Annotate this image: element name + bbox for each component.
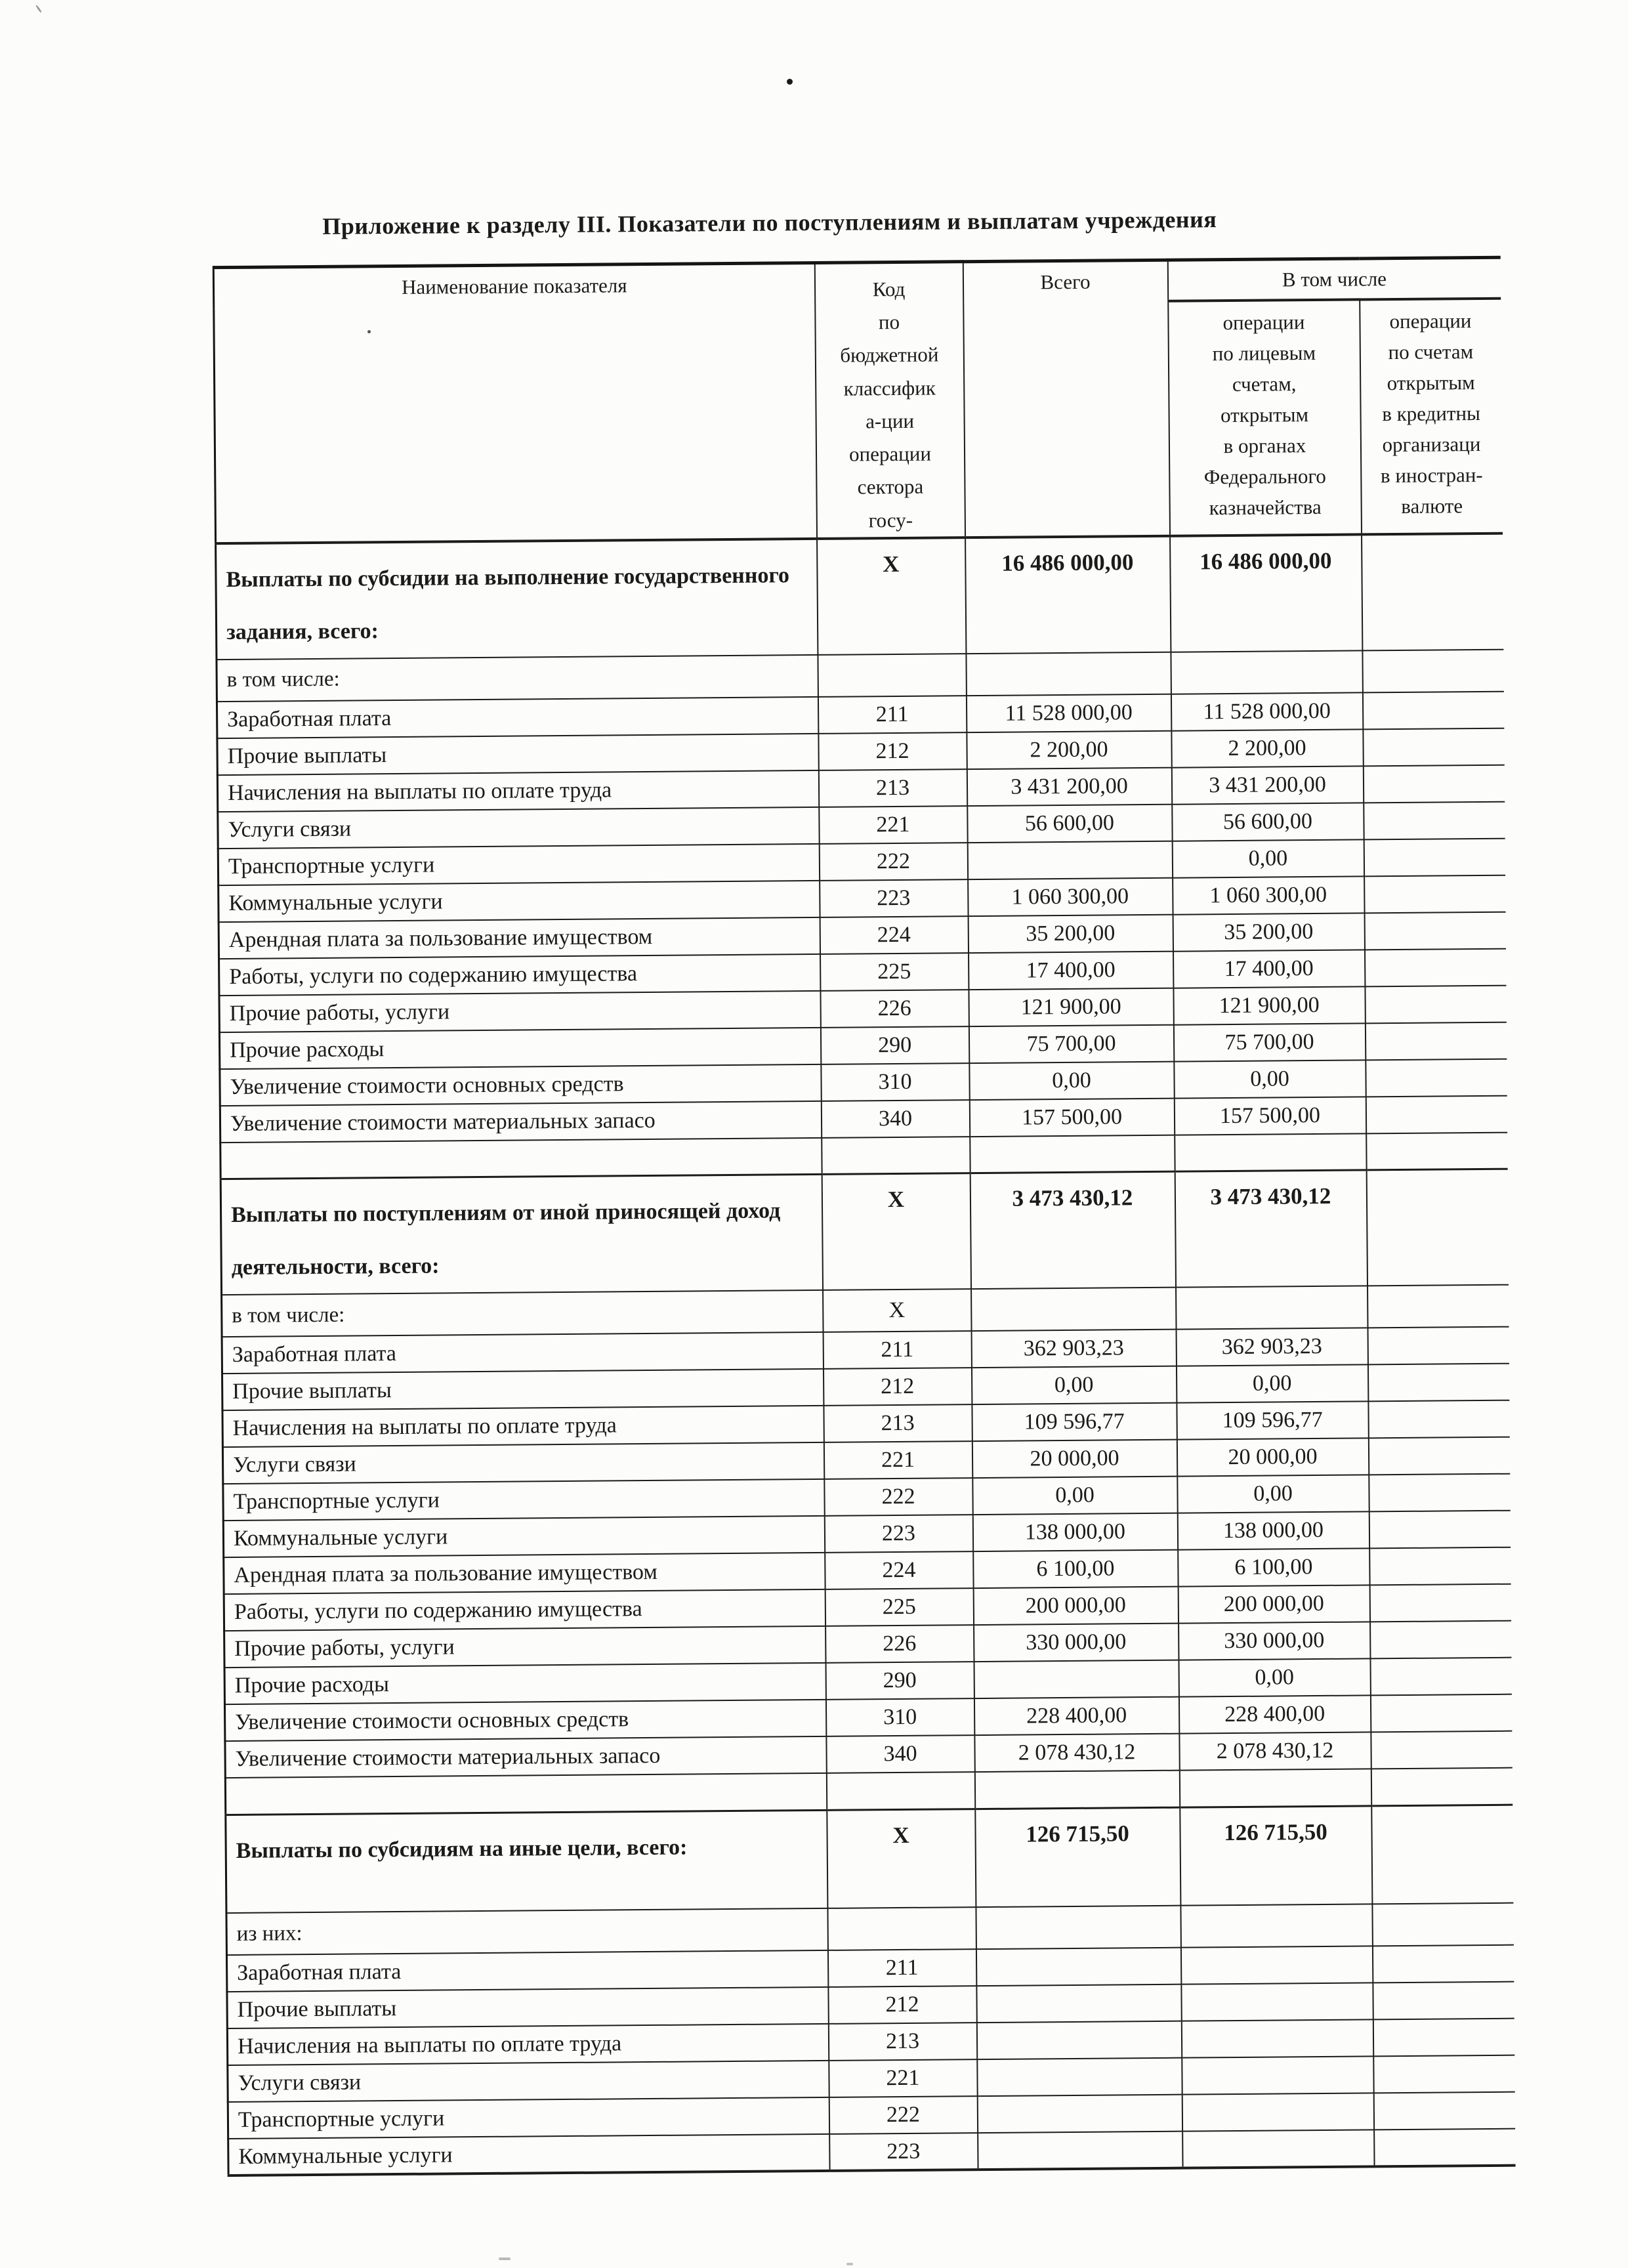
total-cell: 0,00 [972, 1477, 1177, 1515]
total-cell: 56 600,00 [967, 804, 1172, 842]
treasury-accounts-cell: 138 000,00 [1177, 1512, 1369, 1550]
treasury-accounts-cell: 0,00 [1176, 1365, 1367, 1403]
bank-accounts-cell [1362, 533, 1503, 650]
bank-accounts-cell [1364, 838, 1505, 876]
indicator-name-cell: Коммунальные услуги [228, 2134, 829, 2175]
budget-code-cell: 223 [820, 879, 968, 917]
budget-code-cell: 222 [819, 843, 967, 881]
total-cell: 200 000,00 [973, 1587, 1178, 1625]
indicator-name-cell: Прочие выплаты [217, 734, 818, 775]
total-cell: 3 473 430,12 [970, 1171, 1175, 1289]
treasury-accounts-cell [1176, 1286, 1367, 1330]
bank-accounts-cell [1373, 2055, 1514, 2093]
treasury-accounts-cell: 3 431 200,00 [1171, 766, 1363, 804]
treasury-accounts-cell [1181, 1983, 1373, 2021]
budget-code-cell: 226 [825, 1625, 974, 1663]
indicator-name-cell: Прочие расходы [224, 1663, 825, 1704]
budget-code-cell: 310 [821, 1063, 969, 1101]
total-cell: 35 200,00 [968, 914, 1173, 952]
indicator-name-cell: Выплаты по субсидиям на иные цели, всего: [226, 1810, 827, 1913]
total-cell: 109 596,77 [972, 1403, 1177, 1441]
budget-code-cell [818, 654, 966, 697]
bank-accounts-cell [1363, 765, 1504, 803]
indicator-name-cell: Транспортные услуги [218, 844, 819, 885]
treasury-accounts-cell: 3 473 430,12 [1175, 1170, 1367, 1288]
treasury-accounts-cell: 362 903,23 [1176, 1328, 1367, 1366]
bank-accounts-cell [1365, 985, 1506, 1023]
indicator-name-cell: Услуги связи [228, 2061, 829, 2102]
table-row [226, 1805, 1513, 1913]
budget-code-cell: 211 [818, 696, 966, 734]
total-cell: 2 200,00 [967, 730, 1171, 768]
treasury-accounts-cell: 11 528 000,00 [1171, 692, 1362, 730]
budget-code-cell: 310 [825, 1698, 974, 1736]
table-row [216, 533, 1503, 659]
bank-accounts-cell [1371, 1731, 1512, 1769]
total-cell: 1 060 300,00 [968, 877, 1173, 915]
budget-code-cell: 213 [824, 1404, 972, 1442]
treasury-accounts-cell: 35 200,00 [1173, 913, 1364, 951]
bank-accounts-cell [1367, 1327, 1509, 1365]
total-cell [976, 1984, 1181, 2023]
treasury-accounts-cell: 6 100,00 [1178, 1549, 1369, 1587]
total-cell [977, 2058, 1182, 2096]
treasury-accounts-cell: 228 400,00 [1179, 1696, 1370, 1734]
indicator-name-cell: из них: [226, 1908, 827, 1955]
total-cell: 0,00 [969, 1061, 1174, 1099]
header-treasury-accounts: операции по лицевым счетам, открытым в органах Федерального казначейства [1168, 299, 1362, 536]
budget-code-cell: 222 [824, 1478, 972, 1516]
header-budget-code: Код по бюджетной классифик а-ции операции сектора госу- [814, 262, 965, 539]
total-cell [970, 1135, 1175, 1173]
header-including: В том числе [1167, 257, 1500, 301]
treasury-accounts-cell [1180, 1946, 1372, 1984]
bank-accounts-cell [1362, 649, 1504, 692]
budget-code-cell: 212 [823, 1368, 971, 1406]
treasury-accounts-cell: 330 000,00 [1179, 1622, 1370, 1660]
bank-accounts-cell [1369, 1547, 1511, 1586]
indicator-name-cell: Прочие работы, услуги [224, 1626, 825, 1668]
total-cell: 2 078 430,12 [974, 1734, 1179, 1772]
total-cell [967, 841, 1172, 879]
header-bank-accounts: операции по счетам открытым в кредитны организаци в иностран- валюте [1360, 299, 1503, 535]
treasury-accounts-cell [1182, 2057, 1373, 2095]
budget-code-cell: X [827, 1809, 976, 1908]
budget-code-cell: X [823, 1289, 971, 1332]
total-cell: 16 486 000,00 [965, 536, 1171, 653]
header-indicator-name: Наименование показателя [213, 262, 816, 543]
indicator-name-cell: Заработная плата [217, 697, 818, 738]
budget-indicators-table [213, 256, 1515, 2177]
budget-code-cell: 224 [825, 1551, 973, 1589]
bank-accounts-cell [1369, 1474, 1510, 1512]
total-cell [977, 2095, 1182, 2133]
budget-code-cell: 211 [827, 1949, 976, 1987]
treasury-accounts-cell: 0,00 [1179, 1659, 1370, 1697]
treasury-accounts-cell: 1 060 300,00 [1173, 876, 1364, 914]
indicator-name-cell: Прочие расходы [219, 1028, 820, 1069]
treasury-accounts-cell [1175, 1133, 1366, 1171]
bank-accounts-cell [1366, 1132, 1507, 1170]
treasury-accounts-cell: 0,00 [1172, 839, 1364, 877]
budget-code-cell [826, 1772, 974, 1810]
treasury-accounts-cell [1180, 1904, 1372, 1948]
budget-code-cell: 221 [824, 1441, 972, 1479]
bank-accounts-cell [1373, 1982, 1514, 2020]
bank-accounts-cell [1373, 2019, 1514, 2057]
bank-accounts-cell [1367, 1364, 1509, 1402]
treasury-accounts-cell: 126 715,50 [1180, 1806, 1372, 1906]
bank-accounts-cell [1370, 1621, 1511, 1659]
treasury-accounts-cell: 200 000,00 [1178, 1586, 1369, 1624]
total-cell [974, 1771, 1179, 1809]
bank-accounts-cell [1369, 1584, 1511, 1622]
indicator-name-cell: в том числе: [222, 1290, 823, 1337]
treasury-accounts-cell [1181, 2020, 1373, 2058]
total-cell: 11 528 000,00 [966, 694, 1171, 732]
bank-accounts-cell [1365, 1022, 1506, 1060]
indicator-name-cell: Заработная плата [222, 1332, 823, 1374]
indicator-name-cell: Транспортные услуги [223, 1479, 824, 1521]
budget-code-cell: 222 [829, 2096, 977, 2134]
budget-code-cell: 340 [826, 1735, 974, 1773]
budget-code-cell: 223 [824, 1515, 972, 1553]
bank-accounts-cell [1374, 2129, 1515, 2167]
indicator-name-cell: в том числе: [217, 655, 818, 702]
indicator-name-cell [220, 1138, 822, 1179]
total-cell [966, 652, 1171, 695]
budget-code-cell: 221 [829, 2059, 977, 2097]
bank-accounts-cell [1366, 1095, 1507, 1133]
bank-accounts-cell [1371, 1805, 1513, 1904]
total-cell [978, 2132, 1182, 2170]
total-cell: 20 000,00 [972, 1440, 1177, 1478]
bank-accounts-cell [1369, 1511, 1510, 1549]
total-cell: 126 715,50 [975, 1807, 1180, 1907]
indicator-name-cell: Выплаты по поступлениям от иной приносящей доход деятельности, всего: [220, 1175, 822, 1295]
indicator-name-cell: Услуги связи [222, 1442, 824, 1484]
treasury-accounts-cell [1182, 2130, 1374, 2168]
indicator-name-cell: Увеличение стоимости материальных запасо [225, 1736, 826, 1778]
treasury-accounts-cell: 0,00 [1174, 1060, 1366, 1098]
total-cell: 17 400,00 [969, 951, 1173, 989]
total-cell [976, 1906, 1180, 1949]
total-cell: 157 500,00 [969, 1098, 1174, 1136]
budget-code-cell: 226 [820, 990, 969, 1028]
indicator-name-cell: Увеличение стоимости материальных запасо [220, 1101, 821, 1143]
bank-accounts-cell [1373, 2092, 1514, 2130]
indicator-name-cell: Арендная плата за пользование имуществом [219, 917, 820, 959]
indicator-name-cell: Транспортные услуги [228, 2097, 829, 2139]
header-total: Всего [963, 260, 1169, 537]
total-cell: 138 000,00 [972, 1513, 1177, 1551]
indicator-name-cell: Коммунальные услуги [219, 881, 820, 922]
indicator-name-cell: Прочие выплаты [227, 1987, 828, 2028]
table-body [216, 533, 1515, 2175]
total-cell: 6 100,00 [973, 1550, 1178, 1588]
bank-accounts-cell [1366, 1169, 1508, 1286]
bank-accounts-cell [1372, 1945, 1513, 1983]
indicator-name-cell: Начисления на выплаты по оплате труда [222, 1406, 824, 1447]
bank-accounts-cell [1370, 1658, 1511, 1696]
treasury-accounts-cell: 2 200,00 [1171, 729, 1363, 767]
treasury-accounts-cell: 109 596,77 [1177, 1402, 1368, 1440]
total-cell: 0,00 [971, 1366, 1176, 1404]
bank-accounts-cell [1368, 1400, 1509, 1438]
total-cell [976, 2021, 1181, 2059]
treasury-accounts-cell: 17 400,00 [1173, 950, 1365, 988]
bank-accounts-cell [1363, 728, 1504, 766]
table-header [213, 257, 1502, 543]
indicator-name-cell: Начисления на выплаты по оплате труда [217, 770, 818, 812]
indicator-name-cell: Арендная плата за пользование имуществом [224, 1553, 825, 1594]
total-cell: 3 431 200,00 [967, 767, 1171, 805]
treasury-accounts-cell: 16 486 000,00 [1170, 534, 1362, 652]
indicator-name-cell: Коммунальные услуги [223, 1516, 824, 1557]
budget-code-cell: 213 [828, 2023, 976, 2061]
bank-accounts-cell [1371, 1768, 1512, 1806]
budget-code-cell: 212 [828, 1986, 976, 2024]
total-cell [974, 1660, 1179, 1698]
treasury-accounts-cell: 20 000,00 [1177, 1438, 1368, 1477]
budget-code-cell: X [822, 1173, 971, 1290]
bank-accounts-cell [1366, 1059, 1507, 1097]
bank-accounts-cell [1364, 801, 1505, 839]
indicator-name-cell: Работы, услуги по содержанию имущества [219, 954, 820, 996]
bank-accounts-cell [1362, 691, 1503, 729]
total-cell: 75 700,00 [969, 1024, 1173, 1062]
bank-accounts-cell [1368, 1437, 1509, 1475]
budget-code-cell: 225 [820, 953, 969, 991]
total-cell: 228 400,00 [974, 1697, 1179, 1735]
treasury-accounts-cell [1179, 1769, 1371, 1807]
budget-code-cell [827, 1907, 976, 1950]
treasury-accounts-cell [1171, 650, 1362, 694]
treasury-accounts-cell: 0,00 [1177, 1475, 1369, 1513]
bank-accounts-cell [1370, 1694, 1511, 1732]
total-cell [971, 1288, 1176, 1331]
budget-code-cell: 224 [820, 916, 968, 954]
treasury-accounts-cell: 2 078 430,12 [1179, 1732, 1371, 1771]
treasury-accounts-cell: 157 500,00 [1174, 1097, 1366, 1135]
treasury-accounts-cell [1182, 2093, 1373, 2132]
indicator-name-cell: Услуги связи [218, 807, 819, 849]
budget-code-cell: 290 [820, 1026, 969, 1064]
treasury-accounts-cell: 121 900,00 [1173, 986, 1365, 1024]
budget-code-cell: 211 [823, 1331, 971, 1369]
budget-code-cell: 213 [818, 769, 967, 807]
bank-accounts-cell [1364, 875, 1505, 913]
indicator-name-cell: Начисления на выплаты по оплате труда [227, 2024, 828, 2065]
indicator-name-cell: Прочие выплаты [222, 1369, 824, 1410]
budget-code-cell: 212 [818, 732, 967, 770]
indicator-name-cell [225, 1773, 826, 1815]
bank-accounts-cell [1364, 912, 1505, 950]
bank-accounts-cell [1364, 948, 1505, 986]
indicator-name-cell: Работы, услуги по содержанию имущества [224, 1589, 825, 1631]
budget-code-cell [822, 1137, 970, 1175]
indicator-name-cell: Увеличение стоимости основных средств [224, 1700, 825, 1741]
budget-code-cell: X [817, 537, 966, 655]
indicator-name-cell: Увеличение стоимости основных средств [220, 1064, 821, 1106]
total-cell: 362 903,23 [971, 1330, 1176, 1368]
indicator-name-cell: Заработная плата [226, 1950, 827, 1992]
total-cell [976, 1948, 1180, 1986]
treasury-accounts-cell: 75 700,00 [1173, 1023, 1365, 1061]
budget-code-cell: 223 [829, 2133, 978, 2171]
table-row [220, 1169, 1508, 1295]
page-title: Приложение к разделу III. Показатели по поступлениям и выплатам учреждения [322, 206, 1217, 240]
bank-accounts-cell [1372, 1903, 1514, 1946]
indicator-name-cell: Прочие работы, услуги [219, 991, 820, 1032]
total-cell: 121 900,00 [969, 988, 1173, 1026]
treasury-accounts-cell: 56 600,00 [1172, 803, 1364, 841]
total-cell: 330 000,00 [974, 1624, 1179, 1662]
budget-code-cell: 221 [819, 806, 967, 844]
budget-code-cell: 340 [821, 1100, 969, 1138]
budget-code-cell: 225 [825, 1588, 973, 1626]
bank-accounts-cell [1367, 1285, 1509, 1328]
indicator-name-cell: Выплаты по субсидии на выполнение государственного задания, всего: [216, 539, 818, 660]
budget-code-cell: 290 [825, 1662, 974, 1700]
